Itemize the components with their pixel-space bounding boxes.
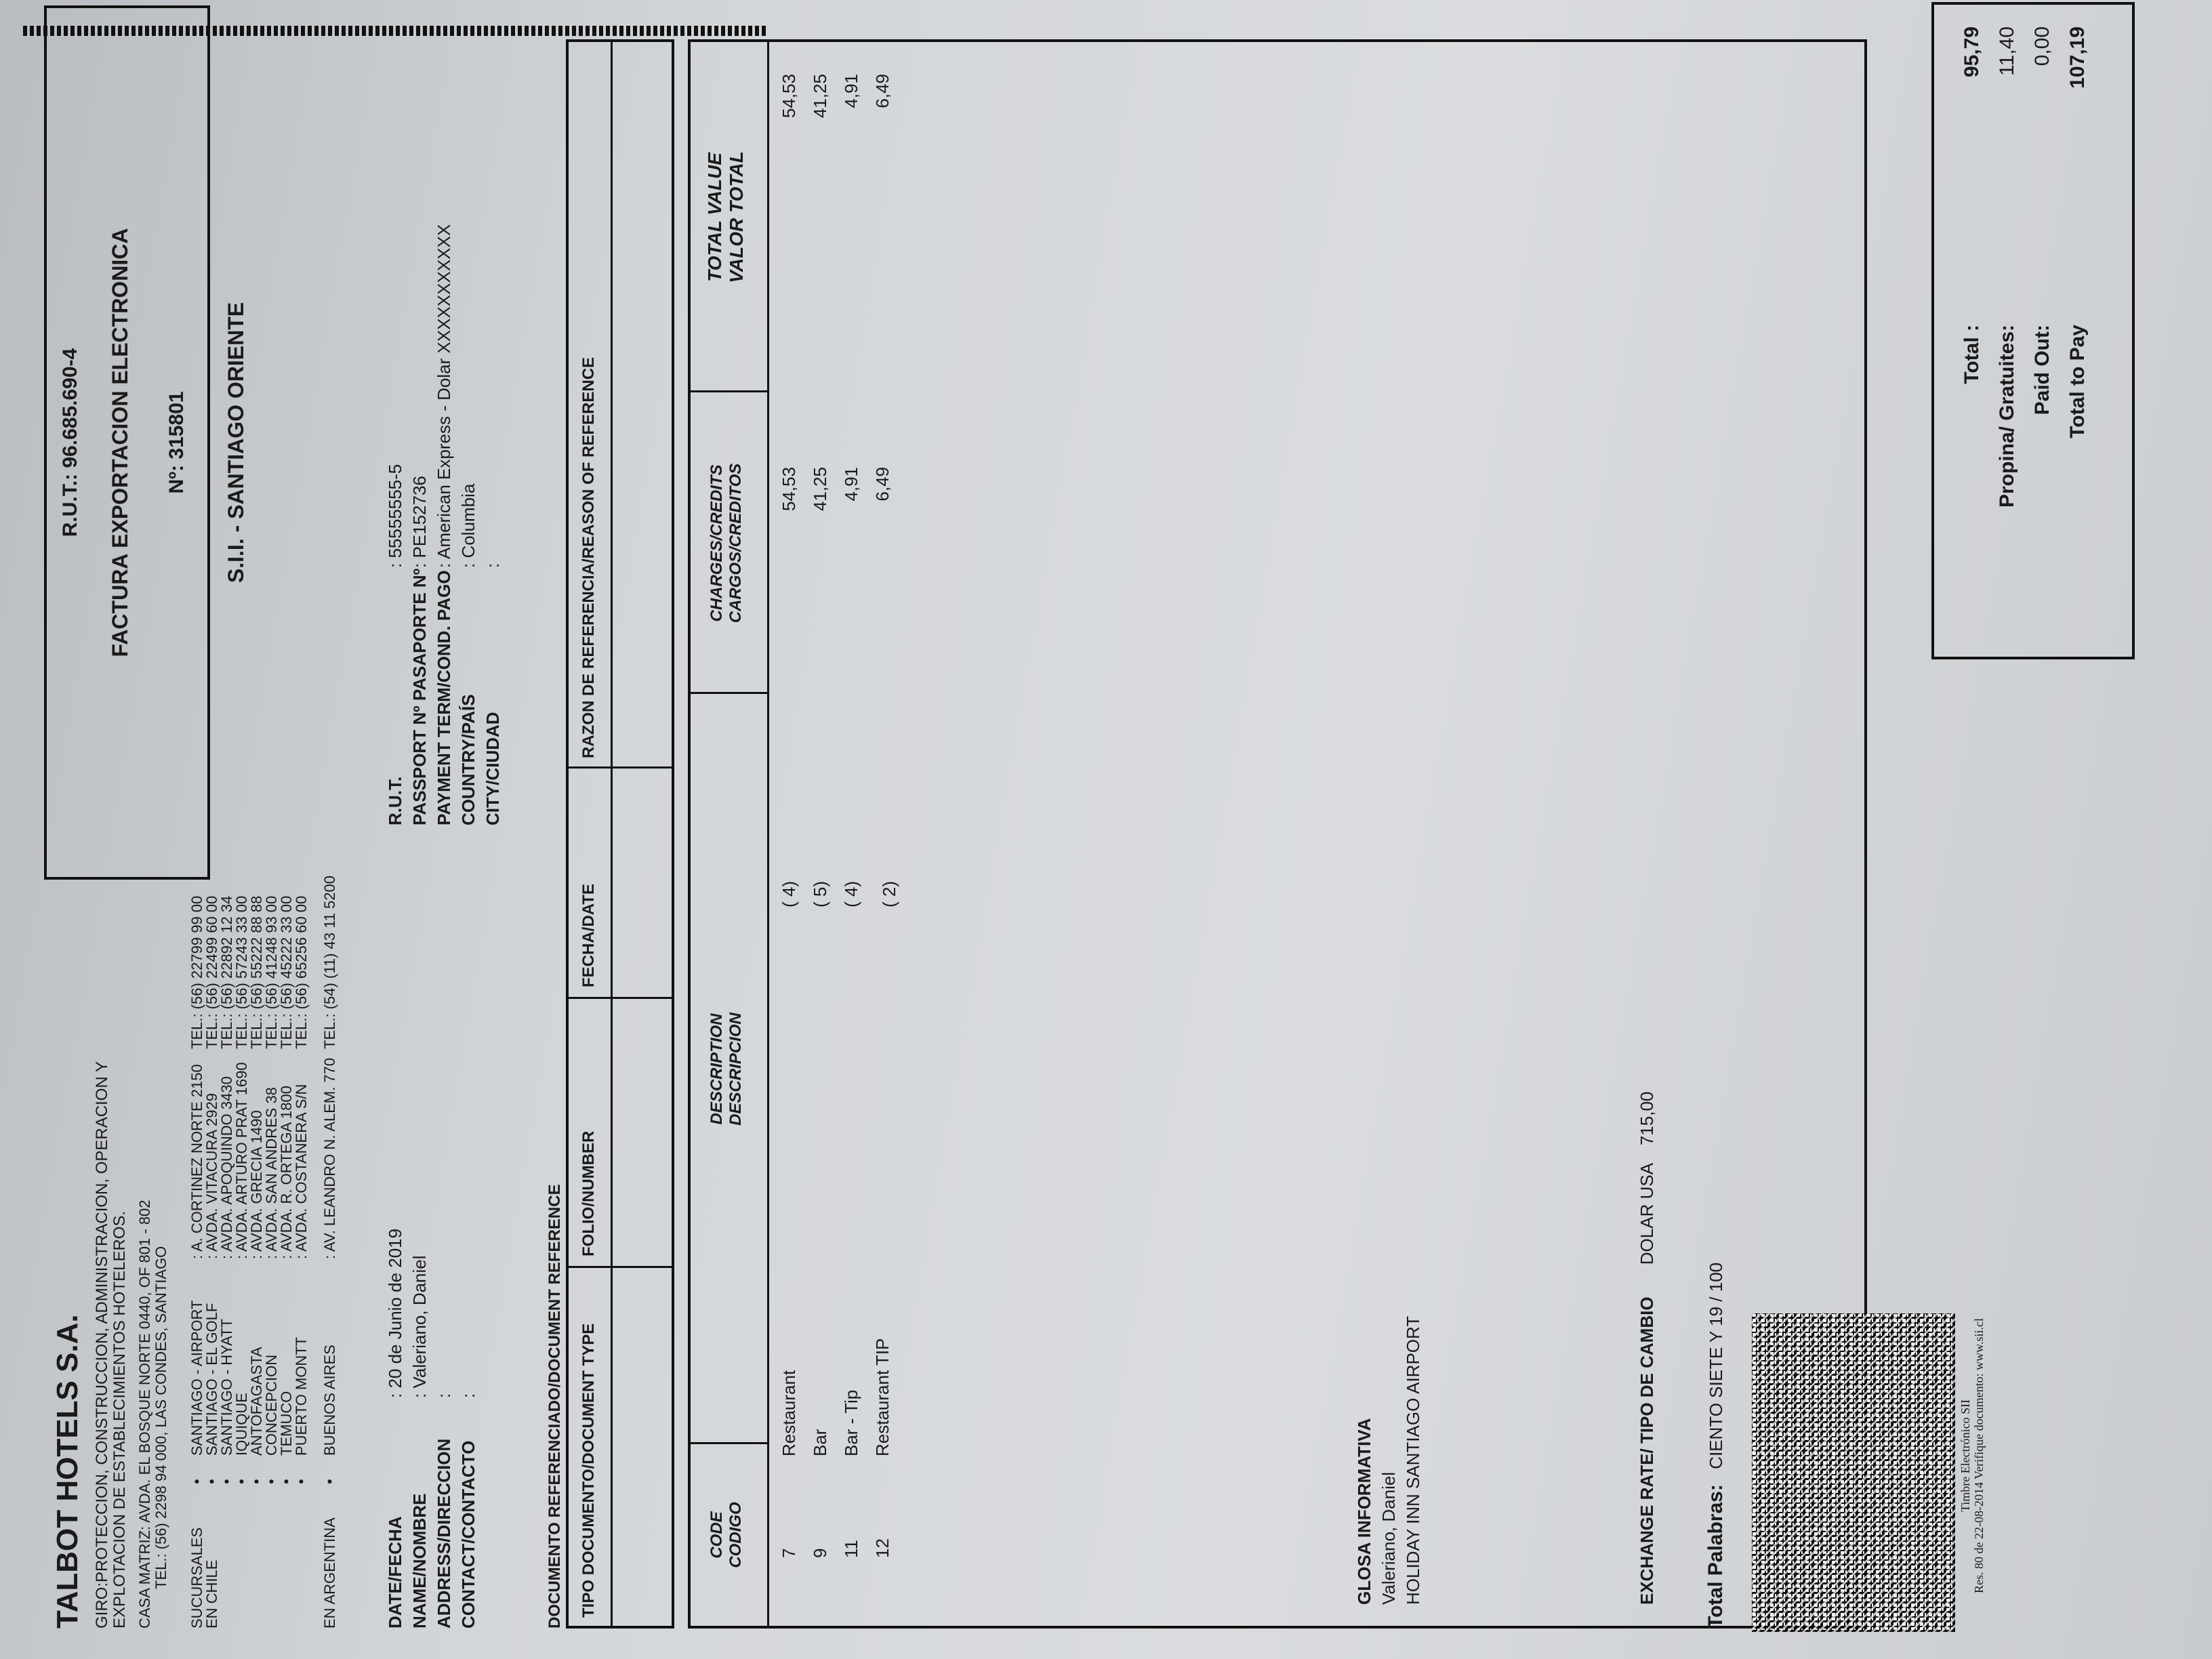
row-charge: 6,49 <box>872 467 893 501</box>
customer-labels-right <box>383 569 505 825</box>
propina-label: Propina/ Gratuites: <box>1996 325 2018 508</box>
branch-city: SANTIAGO - HYATT <box>218 1318 235 1456</box>
doc-ref-col-folio: FOLIO/NUMBER <box>579 1130 598 1256</box>
giro-line-2: EXPLOTACION DE ESTABLECIMIENTOS HOTELEROS. <box>110 1210 129 1629</box>
row-name: Restaurant TIP <box>872 1338 893 1456</box>
totals-labels <box>1954 325 2095 657</box>
address-label: ADDRESS/DIRECCION <box>434 1438 454 1629</box>
exchange-value: 715,00 <box>1637 1091 1657 1146</box>
table-row <box>779 42 806 1626</box>
branch-city: SANTIAGO - EL GOLF <box>203 1303 220 1456</box>
col-code-en: CODE <box>708 1511 726 1559</box>
col-code-es: CODIGO <box>726 1502 745 1568</box>
col-desc-en: DESCRIPTION <box>708 1013 726 1125</box>
branch-city: PUERTO MONTT <box>293 1336 310 1456</box>
row-code: 9 <box>810 1548 830 1558</box>
doc-ref-col-reason: RAZON DE REFERENCIA/REASON OF REFERENCE <box>579 356 598 758</box>
perforation-strip <box>20 26 766 36</box>
col-description <box>708 694 745 1444</box>
doc-ref-col-date: FECHA/DATE <box>579 884 598 987</box>
palabras-label: Total Palabras: <box>1704 1484 1727 1629</box>
row-name: Restaurant <box>779 1370 799 1456</box>
contact-value: : <box>458 1393 478 1398</box>
total-label: Total : <box>1961 325 1983 384</box>
en-chile-label: EN CHILE <box>203 1559 220 1629</box>
customer-values-left <box>383 1229 480 1398</box>
row-total: 54,53 <box>779 74 799 119</box>
payment-label: PAYMENT TERM/COND. PAGO <box>434 570 454 825</box>
branch-tel: TEL.: (56) 22892 12 34 <box>218 895 235 1049</box>
paidout-value: 0,00 <box>2031 26 2053 66</box>
argentina-address: : AV. LEANDRO N. ALEM. 770 <box>321 1057 338 1259</box>
col-desc-es: DESCRIPCION <box>726 1012 745 1126</box>
row-qty: ( 2) <box>879 881 899 907</box>
doc-ref-title <box>546 1184 565 1629</box>
doc-ref-divider-3 <box>569 766 672 769</box>
branch-tel: TEL.: (56) 55222 88 88 <box>248 895 265 1049</box>
row-name: Bar - Tip <box>841 1389 861 1456</box>
invoice-rut: R.U.T.: 96.685.690-4 <box>59 348 81 537</box>
address-value: : <box>434 1393 454 1398</box>
argentina-city: BUENOS AIRES <box>321 1345 338 1456</box>
col-total <box>704 42 747 392</box>
name-value: : Valeriano, Daniel <box>409 1255 430 1398</box>
row-code: 7 <box>779 1548 799 1558</box>
col-charges-es: CARGOS/CREDITOS <box>726 463 745 623</box>
passport-label: PASSPORT Nº PASAPORTE Nº <box>409 568 430 825</box>
glosa <box>1352 1316 1425 1605</box>
branch-city: SANTIAGO - AIRPORT <box>188 1300 205 1456</box>
paidout-label: Paid Out: <box>2031 325 2053 415</box>
row-qty: ( 4) <box>841 881 861 907</box>
branch-tel: TEL.: (56) 41248 93 00 <box>263 895 280 1049</box>
total-value: 95,79 <box>1961 26 1983 78</box>
branch-address: : A. CORTINEZ NORTE 2150 <box>188 1064 205 1259</box>
propina-value: 11,40 <box>1996 26 2018 76</box>
branch-address: : AVDA. ARTURO PRAT 1690 <box>233 1062 250 1259</box>
branch-city: ANTOFAGASTA <box>248 1347 265 1456</box>
invoice-document <box>20 0 2189 1659</box>
argentina-bullet: • <box>321 1479 338 1484</box>
totals-box <box>1931 2 2135 659</box>
row-qty: ( 4) <box>779 881 799 907</box>
row-code: 12 <box>872 1538 893 1558</box>
branch-tel: TEL.: (56) 65256 60 00 <box>293 895 310 1049</box>
branch-city: IQUIQUE <box>233 1393 250 1456</box>
branch-address: : AVDA. VITACURA 2929 <box>203 1093 220 1259</box>
customer-values-right <box>383 224 505 568</box>
payment-value: : American Express - Dolar XXXXXXXXXXX <box>434 224 454 568</box>
row-charge: 41,25 <box>810 467 830 512</box>
row-code: 11 <box>841 1540 861 1558</box>
doc-ref-divider-1 <box>569 1266 672 1268</box>
branch-city: CONCEPCION <box>263 1354 280 1456</box>
date-value: : 20 de Junio de 2019 <box>385 1228 405 1398</box>
row-charge: 54,53 <box>779 467 799 512</box>
branch-address: : AVDA. COSTANERA S/N <box>293 1084 310 1259</box>
company-name: TALBOT HOTELS S.A. <box>51 1314 84 1629</box>
casa-matriz-address: CASA MATRIZ: AVDA. EL BOSQUE NORTE 0440, OF 801 - 802 <box>136 1200 153 1629</box>
city-label: CITY/CIUDAD <box>483 712 503 825</box>
exchange-rate <box>1637 1092 1658 1605</box>
name-label: NAME/NOMBRE <box>409 1493 430 1629</box>
glosa-line-1: Valeriano, Daniel <box>1378 1471 1399 1605</box>
sii-office: S.I.I. - SANTIAGO ORIENTE <box>224 302 248 583</box>
row-qty: ( 5) <box>810 881 830 907</box>
table-row <box>872 42 899 1626</box>
branch-tel: TEL.: (56) 45222 33 00 <box>278 895 295 1049</box>
branch-address: : AVDA. SAN ANDRES 38 <box>263 1087 280 1259</box>
branch-city: TEMUCO <box>278 1391 295 1456</box>
totals-values <box>1954 26 2095 304</box>
branch-tel: TEL.: (56) 57243 33 00 <box>233 895 250 1049</box>
topay-label: Total to Pay <box>2066 325 2089 438</box>
passport-value: : PE152736 <box>409 476 430 568</box>
timbre-barcode-overlay <box>1752 1313 1955 1632</box>
items-table <box>688 39 1867 1629</box>
invoice-type: FACTURA EXPORTACION ELECTRONICA <box>108 228 132 657</box>
timbre-caption <box>1959 1279 1986 1632</box>
row-total: 41,25 <box>810 74 830 119</box>
doc-ref-divider-2 <box>569 997 672 999</box>
casa-matriz-tel: TEL.: (56) 2298 94 000, LAS CONDES, SANTIAGO <box>152 1246 169 1589</box>
row-total: 6,49 <box>872 74 893 108</box>
rut-label: R.U.T. <box>385 776 405 825</box>
items-header-line <box>767 42 769 1626</box>
col-total-en: TOTAL VALUE <box>704 152 725 282</box>
company-giro <box>94 1061 129 1629</box>
contact-label: CONTACT/CONTACTO <box>458 1440 478 1629</box>
branch-address: : AVDA. APOQUINDO 3430 <box>218 1076 235 1259</box>
exchange-currency: DOLAR USA <box>1637 1164 1657 1265</box>
table-row <box>810 42 837 1626</box>
timbre-line-2: Res. 80 de 22-08-2014 Verifique documento: www.sii.cl <box>1972 1318 1986 1593</box>
sucursales-label: SUCURSALES <box>188 1527 205 1629</box>
row-charge: 4,91 <box>841 467 861 501</box>
branch-address: : AVDA. GRECIA 1490 <box>248 1110 265 1259</box>
customer-labels-left <box>383 1439 480 1629</box>
exchange-label: EXCHANGE RATE/ TIPO DE CAMBIO <box>1637 1296 1657 1605</box>
topay-value: 107,19 <box>2066 26 2089 89</box>
col-charges <box>708 392 745 694</box>
palabras-value: CIENTO SIETE Y 19 / 100 <box>1706 1262 1726 1469</box>
invoice-type-box <box>44 5 210 880</box>
rut-value: : 55555555-5 <box>385 464 405 568</box>
row-name: Bar <box>810 1429 830 1456</box>
country-label: COUNTRY/PAÍS <box>458 694 478 825</box>
branch-tel: TEL.: (56) 22799 99 00 <box>188 895 205 1049</box>
branch-bullets: • • • • • • • • <box>188 1479 310 1484</box>
casa-matriz <box>137 1200 169 1629</box>
col-charges-en: CHARGES/CREDITS <box>708 464 726 622</box>
glosa-title: GLOSA INFORMATIVA <box>1354 1418 1374 1605</box>
doc-ref-header-line <box>611 42 613 1626</box>
glosa-line-2: HOLIDAY INN SANTIAGO AIRPORT <box>1403 1315 1423 1605</box>
doc-ref-col-type: TIPO DOCUMENTO/DOCUMENT TYPE <box>579 1323 598 1618</box>
col-code <box>708 1444 745 1626</box>
timbre-line-1: Timbre Electrónico SII <box>1959 1399 1972 1513</box>
branch-tel: TEL.: (56) 22499 60 00 <box>203 895 220 1049</box>
argentina-tel: TEL.: (54) (11) 43 11 5200 <box>321 876 338 1049</box>
doc-ref-title-text: DOCUMENTO REFERENCIADO/DOCUMENT REFERENCE <box>546 1184 564 1629</box>
col-total-es: VALOR TOTAL <box>726 151 747 283</box>
row-total: 4,91 <box>841 74 861 108</box>
doc-ref-table <box>566 39 674 1629</box>
city-value: : <box>483 562 503 568</box>
invoice-number: Nº: 315801 <box>165 391 188 494</box>
country-value: : Columbia <box>458 483 478 568</box>
date-label: DATE/FECHA <box>385 1516 405 1629</box>
total-palabras <box>1704 1263 1727 1629</box>
giro-line-1: GIRO:PROTECCION, CONSTRUCCION, ADMINISTRACION, OPERACION Y <box>93 1061 111 1629</box>
table-row <box>841 42 868 1626</box>
en-argentina-label: EN ARGENTINA <box>321 1517 338 1629</box>
branch-address: : AVDA. R. ORTEGA 1800 <box>278 1086 295 1259</box>
